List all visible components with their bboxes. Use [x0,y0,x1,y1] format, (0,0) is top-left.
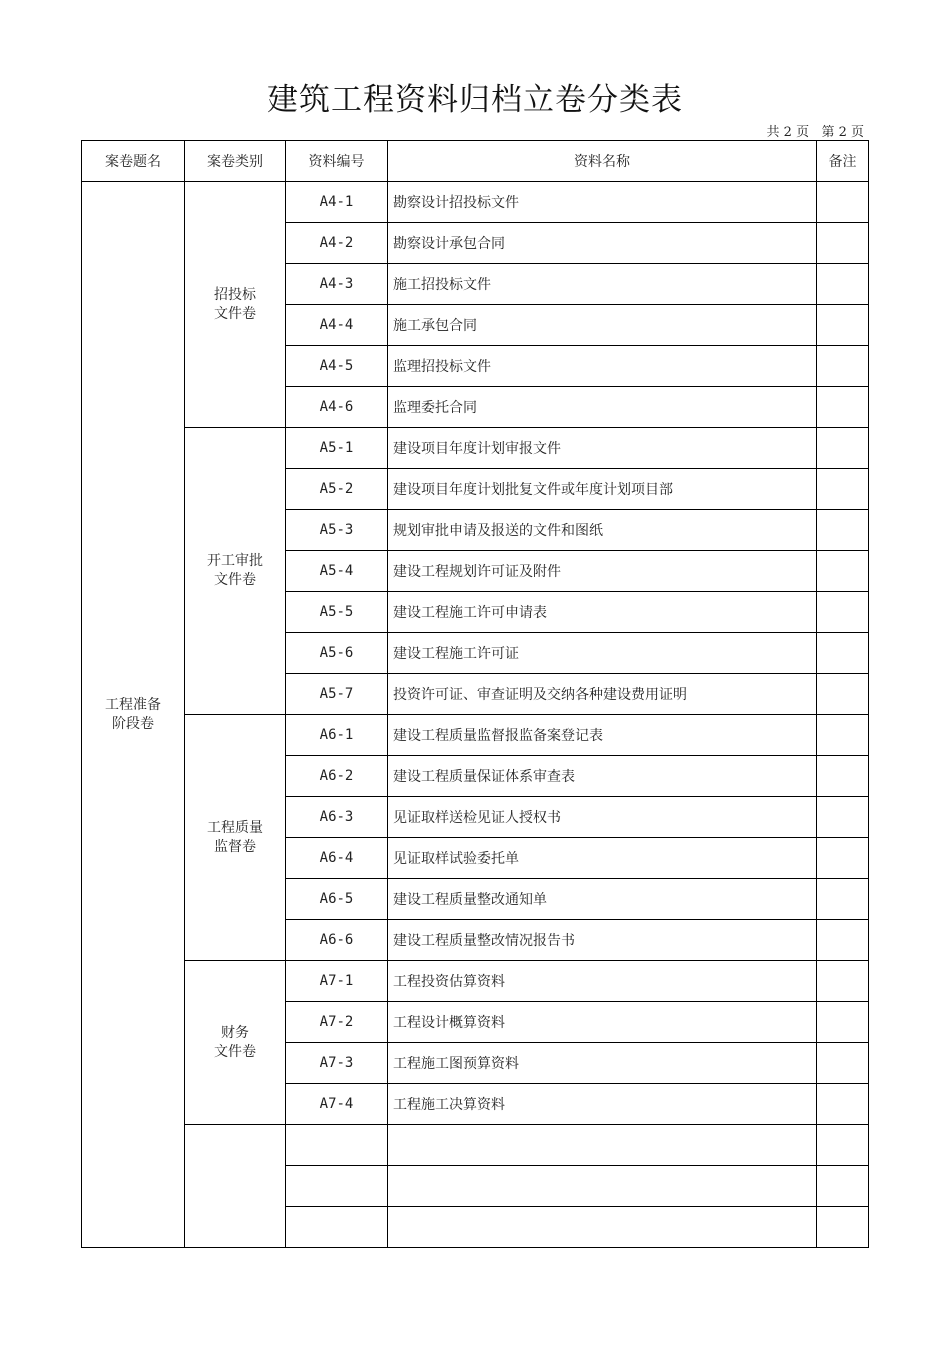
doc-code-cell: A4-2 [286,223,388,264]
doc-name-cell: 工程设计概算资料 [388,1002,817,1043]
remarks-cell [817,264,869,305]
doc-name-cell: 规划审批申请及报送的文件和图纸 [388,510,817,551]
doc-code-cell: A6-3 [286,797,388,838]
doc-code-cell: A5-4 [286,551,388,592]
remarks-cell [817,428,869,469]
doc-code-cell: A4-6 [286,387,388,428]
volume-category-cell: 工程质量 监督卷 [185,715,286,961]
table-row [82,182,869,223]
volume-title-cell: 工程准备 阶段卷 [82,182,185,1248]
doc-code-cell: A4-3 [286,264,388,305]
page-count-info: 共 2 页 第 2 页 [766,125,864,140]
remarks-cell [817,387,869,428]
remarks-cell [817,756,869,797]
doc-code-cell [286,1207,388,1248]
remarks-cell [817,469,869,510]
doc-name-cell [388,1125,817,1166]
doc-name-cell: 建设项目年度计划审报文件 [388,428,817,469]
doc-code-cell: A7-4 [286,1084,388,1125]
table-row [82,428,869,469]
doc-name-cell: 见证取样送检见证人授权书 [388,797,817,838]
page-title: 建筑工程资料归档立卷分类表 [267,82,683,118]
doc-name-cell: 建设工程质量监督报监备案登记表 [388,715,817,756]
doc-name-cell: 勘察设计招投标文件 [388,182,817,223]
doc-code-cell: A7-1 [286,961,388,1002]
doc-name-cell: 建设项目年度计划批复文件或年度计划项目部 [388,469,817,510]
doc-code-cell: A6-2 [286,756,388,797]
doc-name-cell: 建设工程施工许可申请表 [388,592,817,633]
doc-code-cell: A5-7 [286,674,388,715]
doc-name-cell: 勘察设计承包合同 [388,223,817,264]
header-doc-name: 资料名称 [388,141,817,182]
table-row [82,961,869,1002]
doc-name-cell: 监理委托合同 [388,387,817,428]
remarks-cell [817,920,869,961]
archive-classification-table [81,140,869,1248]
remarks-cell [817,223,869,264]
header-row [82,141,869,182]
doc-code-cell: A4-4 [286,305,388,346]
doc-code-cell: A6-1 [286,715,388,756]
remarks-cell [817,346,869,387]
doc-name-cell: 建设工程质量保证体系审查表 [388,756,817,797]
doc-name-cell: 施工承包合同 [388,305,817,346]
remarks-cell [817,879,869,920]
doc-code-cell: A5-1 [286,428,388,469]
doc-code-cell: A5-5 [286,592,388,633]
remarks-cell [817,1166,869,1207]
header-remarks: 备注 [817,141,869,182]
doc-code-cell: A5-6 [286,633,388,674]
remarks-cell [817,838,869,879]
doc-code-cell: A5-2 [286,469,388,510]
header-doc-no: 资料编号 [286,141,388,182]
doc-name-cell: 建设工程质量整改情况报告书 [388,920,817,961]
remarks-cell [817,1084,869,1125]
doc-name-cell: 建设工程施工许可证 [388,633,817,674]
volume-category-cell: 招投标 文件卷 [185,182,286,428]
remarks-cell [817,674,869,715]
remarks-cell [817,305,869,346]
doc-name-cell: 投资许可证、审查证明及交纳各种建设费用证明 [388,674,817,715]
doc-name-cell: 建设工程规划许可证及附件 [388,551,817,592]
remarks-cell [817,797,869,838]
doc-code-cell: A4-1 [286,182,388,223]
doc-code-cell: A6-4 [286,838,388,879]
doc-code-cell: A7-2 [286,1002,388,1043]
table-row [82,1125,869,1166]
table-row [82,715,869,756]
doc-code-cell: A5-3 [286,510,388,551]
remarks-cell [817,715,869,756]
doc-name-cell [388,1207,817,1248]
doc-code-cell: A7-3 [286,1043,388,1084]
doc-name-cell: 施工招投标文件 [388,264,817,305]
header-volume-title: 案卷题名 [82,141,185,182]
remarks-cell [817,551,869,592]
remarks-cell [817,182,869,223]
doc-name-cell: 工程施工图预算资料 [388,1043,817,1084]
remarks-cell [817,1207,869,1248]
remarks-cell [817,1125,869,1166]
remarks-cell [817,510,869,551]
remarks-cell [817,592,869,633]
doc-code-cell: A4-5 [286,346,388,387]
remarks-cell [817,1002,869,1043]
doc-name-cell: 建设工程质量整改通知单 [388,879,817,920]
doc-code-cell [286,1125,388,1166]
volume-category-cell: 财务 文件卷 [185,961,286,1125]
volume-category-cell [185,1125,286,1248]
remarks-cell [817,1043,869,1084]
doc-name-cell [388,1166,817,1207]
volume-category-cell: 开工审批 文件卷 [185,428,286,715]
doc-code-cell [286,1166,388,1207]
remarks-cell [817,633,869,674]
doc-code-cell: A6-6 [286,920,388,961]
doc-name-cell: 见证取样试验委托单 [388,838,817,879]
remarks-cell [817,961,869,1002]
doc-name-cell: 监理招投标文件 [388,346,817,387]
header-volume-category: 案卷类别 [185,141,286,182]
doc-code-cell: A6-5 [286,879,388,920]
doc-name-cell: 工程投资估算资料 [388,961,817,1002]
doc-name-cell: 工程施工决算资料 [388,1084,817,1125]
